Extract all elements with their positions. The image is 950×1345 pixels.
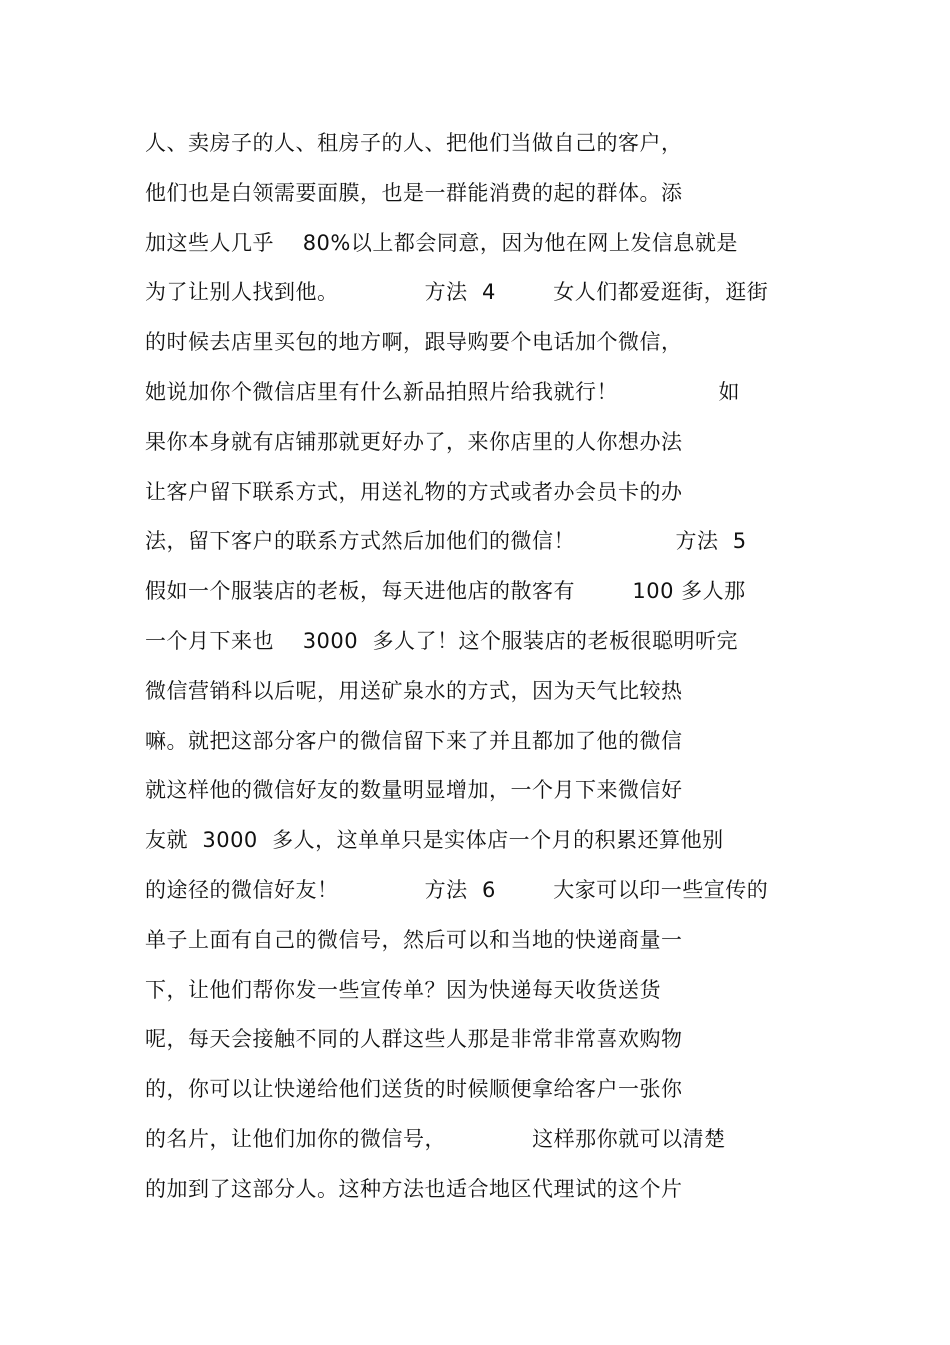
text-line-20: 的，你可以让快递给他们送货的时候顺便拿给客户一张你: [145, 1077, 683, 1102]
text-line-12: 微信营销科以后呢，用送矿泉水的方式，因为天气比较热: [145, 678, 683, 703]
text-line-3: 加这些人几乎 80%以上都会同意，因为他在网上发信息就是: [145, 230, 738, 255]
text-line-22: 的加到了这部分人。这种方法也适合地区代理试的这个片: [145, 1176, 683, 1201]
text-line-8: 让客户留下联系方式，用送礼物的方式或者办会员卡的办: [145, 479, 683, 504]
text-line-16: 的途径的微信好友！ 方法 6 大家可以印一些宣传的: [145, 877, 769, 902]
text-line-10: 假如一个服装店的老板，每天进他店的散客有 100 多人那: [145, 579, 746, 604]
text-line-9: 法，留下客户的联系方式然后加他们的微信！ 方法 5: [145, 529, 747, 554]
text-line-2: 他们也是白领需要面膜，也是一群能消费的起的群体。添: [145, 180, 683, 205]
body-text: [145, 121, 785, 1217]
text-line-13: 嘛。就把这部分客户的微信留下来了并且都加了他的微信: [145, 728, 683, 753]
text-line-14: 就这样他的微信好友的数量明显增加，一个月下来微信好: [145, 778, 683, 803]
text-line-4: 为了让别人找到他。 方法 4 女人们都爱逛街，逛街: [145, 280, 769, 305]
text-line-11: 一个月下来也 3000 多人了！这个服装店的老板很聪明听完: [145, 628, 738, 653]
text-line-19: 呢，每天会接触不同的人群这些人那是非常非常喜欢购物: [145, 1027, 683, 1052]
text-line-17: 单子上面有自己的微信号，然后可以和当地的快递商量一: [145, 927, 683, 952]
text-line-5: 的时候去店里买包的地方啊，跟导购要个电话加个微信，: [145, 330, 683, 355]
text-line-18: 下，让他们帮你发一些宣传单？因为快递每天收货送货: [145, 977, 661, 1002]
text-line-6: 她说加你个微信店里有什么新品拍照片给我就行！ 如: [145, 379, 740, 404]
text-line-15: 友就 3000 多人，这单单只是实体店一个月的积累还算他别: [145, 828, 724, 853]
text-line-1: 人、卖房子的人、租房子的人、把他们当做自己的客户，: [145, 131, 683, 155]
text-line-21: 的名片，让他们加你的微信号， 这样那你就可以清楚: [145, 1126, 726, 1151]
text-line-7: 果你本身就有店铺那就更好办了，来你店里的人你想办法: [145, 429, 683, 454]
